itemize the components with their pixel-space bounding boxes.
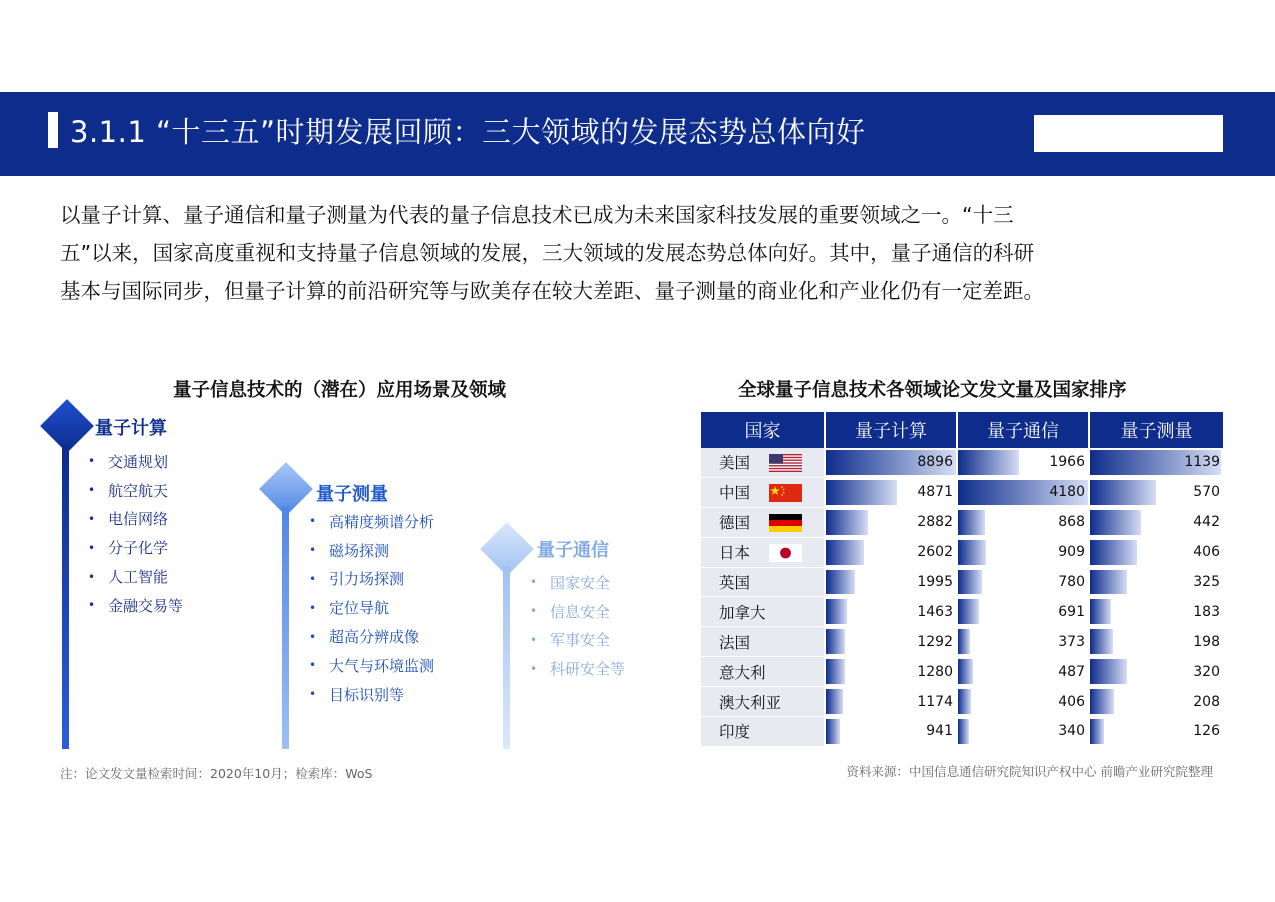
list-item: • 分子化学 [88,539,169,558]
bullet-icon: • [88,483,96,498]
country-cell [701,508,826,537]
header-measurement: 量子测量 [1090,412,1223,448]
value-label: 570 [1193,484,1220,501]
value-cell [958,508,1090,537]
value-cell [826,597,958,626]
value-cell [1090,717,1223,746]
value-label: 868 [1058,514,1085,531]
value-label: 8896 [917,454,953,471]
list-item: • 磁场探测 [309,541,390,560]
flag-de-icon [769,514,802,532]
bullet-icon: • [88,569,96,584]
data-bar [958,599,979,624]
list-item: • 超高分辨成像 [309,628,420,647]
value-label: 487 [1058,663,1085,680]
value-label: 198 [1193,633,1220,650]
country-cell [701,717,826,746]
table-row [701,538,1223,568]
column-title: 量子计算 [95,418,167,439]
country-name: 意大利 [719,663,766,682]
list-item: • 信息安全 [530,602,611,621]
country-cell [701,448,826,477]
value-cell [958,538,1090,567]
value-label: 1463 [917,603,953,620]
data-bar [1090,689,1114,714]
intro-paragraph [60,196,1220,310]
country-cell [701,538,826,567]
list-item: • 国家安全 [530,573,611,592]
value-label: 2882 [917,514,953,531]
applications-title: 量子信息技术的（潜在）应用场景及领域 [173,380,507,401]
data-bar [958,450,1019,475]
page-title: 3.1.1 “十三五”时期发展回顾：三大领域的发展态势总体向好 [70,115,866,149]
header-country: 国家 [701,412,826,448]
header-banner [0,92,1275,176]
table-row [701,478,1223,508]
value-label: 691 [1058,603,1085,620]
flag-cn-icon [769,484,802,502]
data-bar [1090,510,1141,535]
data-bar [1090,480,1156,505]
value-label: 1280 [917,663,953,680]
country-cell [701,478,826,507]
column-list [309,507,434,709]
value-cell [958,597,1090,626]
list-item: • 引力场探测 [309,570,405,589]
value-cell [1090,687,1223,716]
data-bar [1090,719,1104,744]
value-cell [958,717,1090,746]
value-label: 406 [1193,544,1220,561]
bullet-icon: • [309,514,317,529]
table-row [701,508,1223,538]
ranking-title: 全球量子信息技术各领域论文发文量及国家排序 [738,380,1127,401]
bullet-icon: • [88,540,96,555]
data-bar [826,659,845,684]
bullet-icon: • [309,629,317,644]
data-bar [1090,540,1137,565]
value-cell [1090,657,1223,686]
value-cell [826,657,958,686]
country-name: 澳大利亚 [719,693,782,712]
value-cell [958,448,1090,477]
data-bar [826,719,840,744]
value-cell [958,568,1090,597]
value-cell [958,657,1090,686]
list-item: • 军事安全 [530,631,611,650]
header-communication: 量子通信 [958,412,1090,448]
value-cell [826,717,958,746]
value-label: 1966 [1049,454,1085,471]
column-title: 量子测量 [316,484,388,505]
data-bar [826,540,864,565]
value-label: 780 [1058,574,1085,590]
value-label: 4180 [1049,484,1085,501]
value-label: 1174 [917,693,953,710]
list-item: • 电信网络 [88,510,169,529]
data-bar [958,689,971,714]
list-item: • 大气与环境监测 [309,656,435,675]
bullet-icon: • [530,632,538,647]
value-label: 320 [1193,663,1220,680]
value-cell [826,568,958,597]
value-cell [826,478,958,507]
country-name: 法国 [719,633,751,652]
country-cell [701,568,826,597]
data-bar [826,599,847,624]
data-bar [826,480,897,505]
table-row [701,657,1223,687]
list-item: • 航空航天 [88,481,169,500]
value-cell [1090,448,1223,477]
value-label: 941 [926,723,953,740]
table-row [701,568,1223,598]
bullet-icon: • [88,511,96,526]
value-label: 1292 [917,633,953,650]
header-accent-bar [48,112,58,148]
column-title: 量子通信 [537,540,609,561]
value-cell [1090,568,1223,597]
value-cell [958,478,1090,507]
table-row [701,597,1223,627]
value-label: 442 [1193,514,1220,531]
list-item: • 人工智能 [88,568,169,587]
value-cell [826,538,958,567]
bullet-icon: • [309,600,317,615]
data-bar [1090,659,1127,684]
country-name: 印度 [719,723,751,742]
country-name: 中国 [719,484,751,503]
bullet-icon: • [530,661,538,676]
bullet-icon: • [88,598,96,613]
table-row [701,627,1223,657]
data-bar [958,510,985,535]
table-row [701,687,1223,717]
value-label: 373 [1058,633,1085,650]
data-bar [958,570,982,595]
value-label: 340 [1058,723,1085,740]
intro-line: 基本与国际同步，但量子计算的前沿研究等与欧美存在较大差距、量子测量的商业化和产业化仍有一定差距。 [60,279,1044,303]
value-cell [826,508,958,537]
flag-us-icon [769,454,802,472]
data-bar [958,659,973,684]
table-row [701,448,1223,478]
list-item: • 金融交易等 [88,596,184,615]
ranking-table [701,412,1223,747]
value-label: 325 [1193,574,1220,590]
value-label: 183 [1193,603,1220,620]
value-cell [958,627,1090,656]
country-cell [701,657,826,686]
country-name: 英国 [719,574,751,592]
table-header [701,412,1223,448]
data-bar [826,570,855,595]
footnote: 注：论文发文量检索时间：2020年10月；检索库：WoS [60,766,373,781]
column-list [530,568,625,683]
list-item: • 交通规划 [88,452,169,471]
value-label: 126 [1193,723,1220,740]
list-item: • 定位导航 [309,599,390,618]
value-cell [1090,538,1223,567]
value-label: 1995 [917,574,953,590]
header-computing: 量子计算 [826,412,958,448]
list-item: • 目标识别等 [309,685,405,704]
data-bar [1090,629,1113,654]
value-label: 909 [1058,544,1085,561]
column-stem [62,444,69,749]
value-cell [826,448,958,477]
value-cell [826,627,958,656]
bullet-icon: • [309,687,317,702]
data-bar [958,540,986,565]
data-bar [1090,570,1127,595]
data-bar [958,719,969,744]
bullet-icon: • [530,575,538,590]
data-bar [826,629,845,654]
bullet-icon: • [309,571,317,586]
value-cell [826,687,958,716]
column-stem [503,566,510,749]
table-body [701,448,1223,747]
value-label: 208 [1193,693,1220,710]
value-cell [1090,478,1223,507]
value-label: 1139 [1184,454,1220,471]
bullet-icon: • [530,604,538,619]
column-stem [282,506,289,749]
country-name: 美国 [719,454,751,473]
value-cell [958,687,1090,716]
country-cell [701,597,826,626]
intro-line: 以量子计算、量子通信和量子测量为代表的量子信息技术已成为未来国家科技发展的重要领域之一。“十三 [60,203,1014,227]
source-note: 资料来源：中国信息通信研究院知识产权中心 前瞻产业研究院整理 [846,764,1213,779]
country-name: 德国 [719,514,751,533]
country-name: 日本 [719,544,751,563]
table-row [701,717,1223,747]
value-cell [1090,597,1223,626]
country-name: 加拿大 [719,603,766,622]
country-cell [701,687,826,716]
value-label: 406 [1058,693,1085,710]
header-logo-placeholder [1034,115,1223,152]
flag-jp-icon [769,544,802,562]
data-bar [826,689,843,714]
value-label: 2602 [917,544,953,561]
data-bar [826,510,868,535]
bullet-icon: • [309,658,317,673]
country-cell [701,627,826,656]
intro-line: 五”以来，国家高度重视和支持量子信息领域的发展，三大领域的发展态势总体向好。其中，量子通信的科研 [60,241,1035,265]
value-label: 4871 [917,484,953,501]
bullet-icon: • [88,454,96,469]
column-list [88,447,183,620]
bullet-icon: • [309,543,317,558]
list-item: • 科研安全等 [530,660,626,679]
value-cell [1090,627,1223,656]
data-bar [958,629,970,654]
list-item: • 高精度频谱分析 [309,512,435,531]
value-cell [1090,508,1223,537]
data-bar [1090,599,1111,624]
